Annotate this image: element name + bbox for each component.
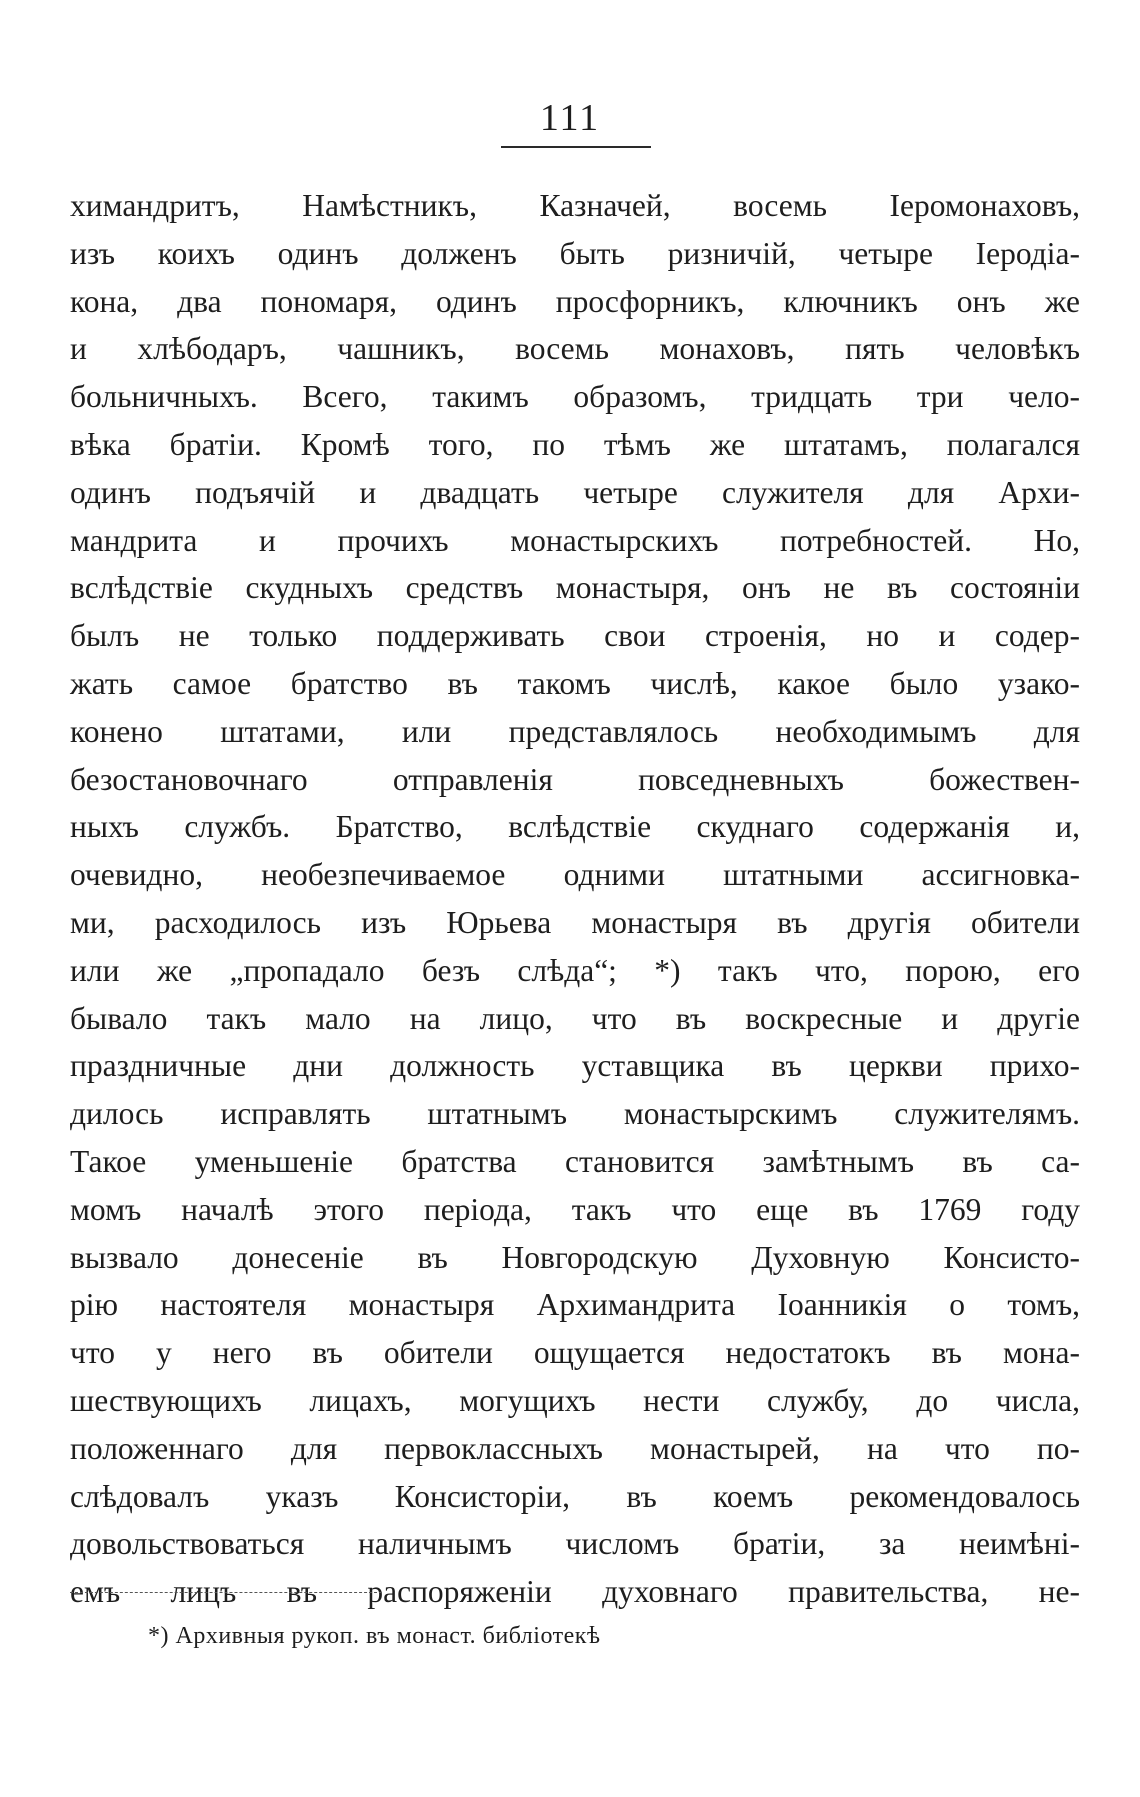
text-line: что у него въ обители ощущается недостатокъ въ мона- xyxy=(70,1335,1080,1371)
text-line: кона, два пономаря, одинъ просфорникъ, ключникъ онъ же xyxy=(70,283,1080,319)
text-line: дилось исправлять штатнымъ монастырскимъ служителямъ. xyxy=(70,1096,1080,1132)
text-line: вслѣдствіе скудныхъ средствъ монастыря, онъ не въ состояніи xyxy=(70,570,1080,606)
text-line: бывало такъ мало на лицо, что въ воскресные и другіе xyxy=(70,1000,1080,1036)
text-line: больничныхъ. Всего, такимъ образомъ, тридцать три чело- xyxy=(70,379,1080,415)
text-line: химандритъ, Намѣстникъ, Казначей, восемь Іеромонаховъ, xyxy=(70,188,1080,223)
text-line: изъ коихъ одинъ долженъ быть ризничій, четыре Іеродіа- xyxy=(70,235,1080,271)
text-line: слѣдовалъ указъ Консисторіи, въ коемъ рекомендовалось xyxy=(70,1478,1080,1514)
text-line: конено штатами, или представлялось необходимымъ для xyxy=(70,713,1080,749)
text-line: очевидно, необезпечиваемое одними штатными ассигновка- xyxy=(70,857,1080,893)
text-line: рію настоятеля монастыря Архимандрита Іоанникія о томъ, xyxy=(70,1287,1080,1323)
text-line: безостановочнаго отправленія повседневныхъ божествен- xyxy=(70,761,1080,797)
text-line: одинъ подъячій и двадцать четыре служителя для Архи- xyxy=(70,474,1080,510)
body-text xyxy=(70,182,1080,1616)
text-line: праздничные дни должность уставщика въ церкви прихо- xyxy=(70,1048,1080,1084)
text-line: момъ началѣ этого періода, такъ что еще въ 1769 году xyxy=(70,1191,1080,1227)
text-line: или же „пропадало безъ слѣда“; *) такъ что, порою, его xyxy=(70,952,1080,988)
footnote: *) Архивныя рукоп. въ монаст. библіотекѣ xyxy=(148,1623,601,1649)
text-line: ныхъ службъ. Братство, вслѣдствіе скуднаго содержанія и, xyxy=(70,809,1080,845)
page-number-rule xyxy=(501,146,651,148)
text-line: и хлѣбодаръ, чашникъ, восемь монаховъ, пять человѣкъ xyxy=(70,331,1080,367)
text-line: ми, расходилось изъ Юрьева монастыря въ другія обители xyxy=(70,904,1080,940)
text-line: мандрита и прочихъ монастырскихъ потребностей. Но, xyxy=(70,522,1080,558)
text-line: емъ лицъ въ распоряженіи духовнаго правительства, не- xyxy=(70,1574,1080,1610)
footnote-rule xyxy=(70,1592,382,1593)
text-line: вызвало донесеніе въ Новгородскую Духовную Консисто- xyxy=(70,1239,1080,1275)
text-line: положеннаго для первоклассныхъ монастырей, на что по- xyxy=(70,1430,1080,1466)
text-line: вѣка братіи. Кромѣ того, по тѣмъ же штатамъ, полагался xyxy=(70,426,1080,462)
text-line: довольствоваться наличнымъ числомъ братіи, за неимѣні- xyxy=(70,1526,1080,1562)
page-number: 111 xyxy=(539,97,601,139)
text-line: шествующихъ лицахъ, могущихъ нести службу, до числа, xyxy=(70,1382,1080,1418)
text-line: Такое уменьшеніе братства становится замѣтнымъ въ са- xyxy=(70,1143,1080,1179)
text-line: былъ не только поддерживать свои строенія, но и содер- xyxy=(70,618,1080,654)
text-line: жать самое братство въ такомъ числѣ, какое было узако- xyxy=(70,665,1080,701)
